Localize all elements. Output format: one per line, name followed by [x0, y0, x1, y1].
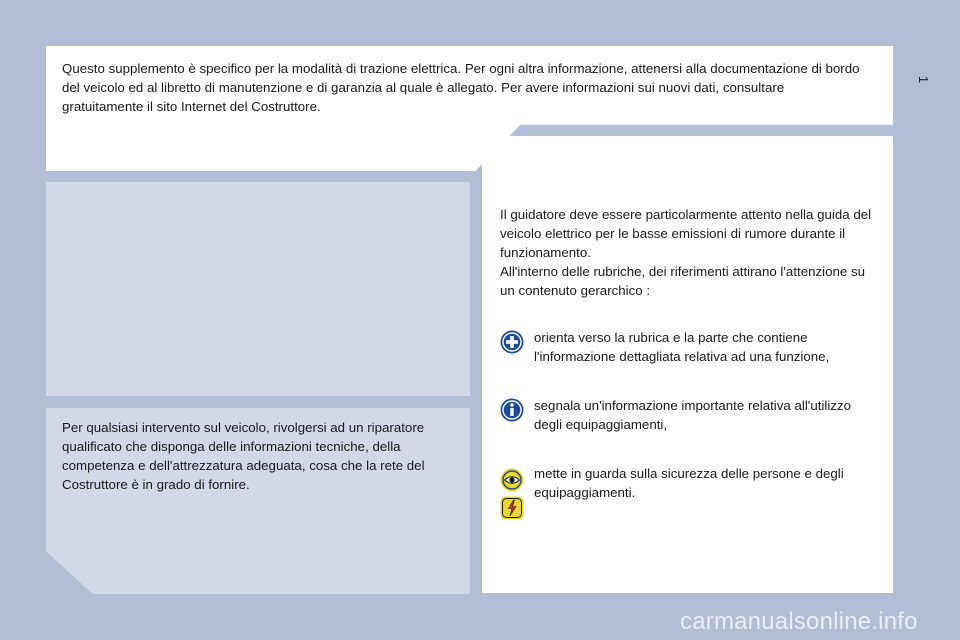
info-icon [500, 398, 524, 422]
plus-icon [500, 330, 524, 354]
page-number: 1 [916, 75, 932, 84]
safety-reference-text: mette in guarda sulla sicurezza delle persone e degli equipaggiamenti. [534, 466, 844, 500]
electric-hazard-icon [500, 496, 524, 520]
image-placeholder-panel [46, 182, 470, 396]
intro-text: Questo supplemento è specifico per la modalità di trazione elettrica. Per ogni altra informazione, attenersi alla documentazione di bordo del veicolo ed al libretto di manutenzione e di garanzia al quale è allegato. Per avere informazioni sui nuovi dati, consultare gratuitamente il sito Internet del Costruttore. [62, 61, 860, 114]
eye-icon [500, 468, 524, 492]
info-reference-text: segnala un'informazione importante relativa all'utilizzo degli equipaggiamenti, [534, 398, 851, 432]
watermark: carmanualsonline.info [680, 608, 918, 635]
service-note-text: Per qualsiasi intervento sul veicolo, rivolgersi ad un riparatore qualificato che disponga delle informazioni tecniche, della competenza e dell'attrezzatura adeguata, cosa che la rete del Costruttore è in grado di fornire. [62, 420, 425, 492]
references-intro-text: All'interno delle rubriche, dei riferimenti attirano l'attenzione su un contenuto gerarchico : [500, 264, 866, 298]
driver-warning-text: Il guidatore deve essere particolarmente attento nella guida del veicolo elettrico per le basse emissioni di rumore durante il funzionamento. [500, 207, 872, 260]
plus-reference-text: orienta verso la rubrica e la parte che contiene l'informazione dettagliata relativa ad una funzione, [534, 330, 830, 364]
